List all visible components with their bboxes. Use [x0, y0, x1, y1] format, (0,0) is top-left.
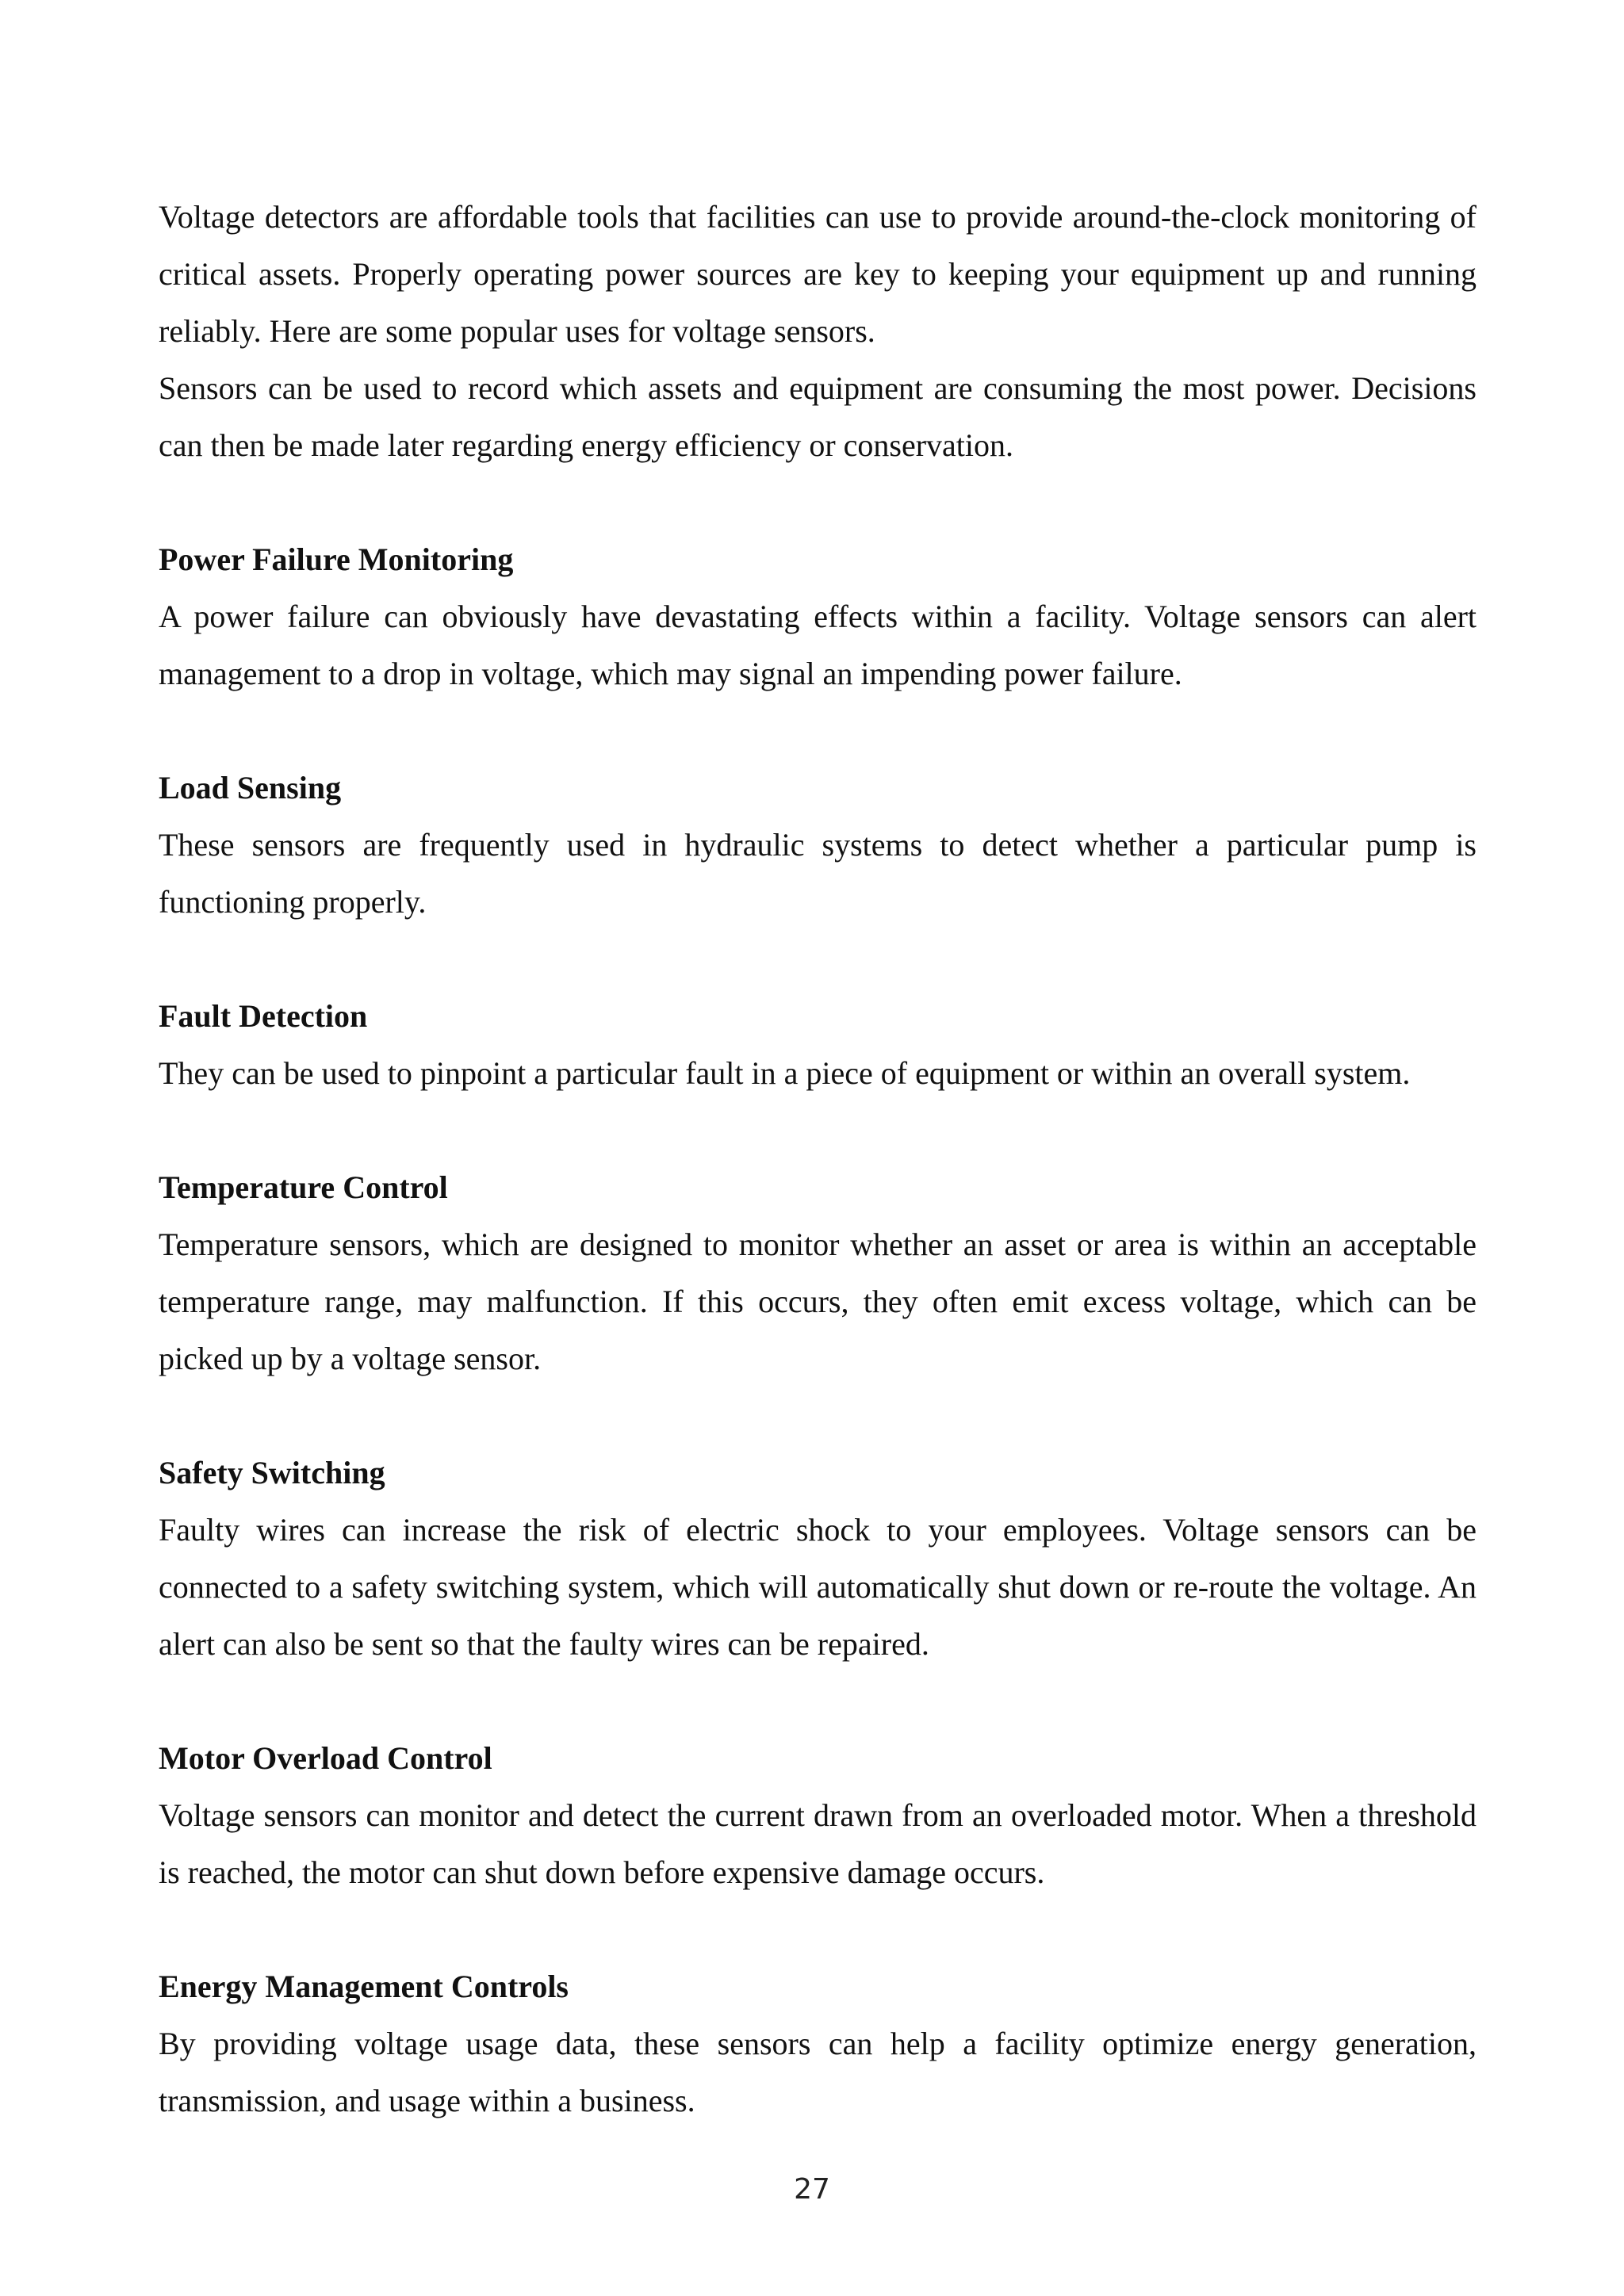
section-load-sensing — [159, 760, 1477, 931]
section-energy-management-controls — [159, 1958, 1477, 2130]
document-body — [159, 189, 1477, 2130]
section-heading: Temperature Control — [159, 1169, 448, 1205]
intro-paragraph: Sensors can be used to record which assets and equipment are consuming the most power. Decisions can then be made later regarding energy efficiency or conservation. — [159, 370, 1477, 463]
intro-paragraph: Voltage detectors are affordable tools that facilities can use to provide around-the-clock monitoring of critical assets. Properly operating power sources are key to keeping your equipment up and running reliably. Here are some popular uses for voltage sensors. — [159, 199, 1477, 349]
section-heading: Motor Overload Control — [159, 1740, 492, 1776]
section-spacer — [159, 702, 1477, 760]
section-motor-overload-control — [159, 1730, 1477, 1901]
section-heading: Load Sensing — [159, 770, 342, 806]
section-text: A power failure can obviously have devastating effects within a facility. Voltage sensors can alert management to a drop in voltage, which may signal an impending power failure. — [159, 599, 1477, 691]
section-power-failure-monitoring — [159, 531, 1477, 702]
section-fault-detection — [159, 988, 1477, 1102]
section-text: Faulty wires can increase the risk of electric shock to your employees. Voltage sensors can be connected to a safety switching system, which will automatically shut down or re-route the voltage. An alert can also be sent so that the faulty wires can be repaired. — [159, 1512, 1477, 1662]
section-text: These sensors are frequently used in hydraulic systems to detect whether a particular pump is functioning properly. — [159, 827, 1477, 920]
section-spacer — [159, 474, 1477, 531]
section-spacer — [159, 1901, 1477, 1958]
section-text: Voltage sensors can monitor and detect the current drawn from an overloaded motor. When a threshold is reached, the motor can shut down before expensive damage occurs. — [159, 1797, 1477, 1890]
section-text: Temperature sensors, which are designed to monitor whether an asset or area is within an acceptable temperature range, may malfunction. If this occurs, they often emit excess voltage, which can be picked up by a voltage sensor. — [159, 1226, 1477, 1376]
section-heading: Energy Management Controls — [159, 1969, 569, 2004]
page-number: 27 — [794, 2173, 830, 2206]
section-spacer — [159, 1387, 1477, 1445]
section-heading: Power Failure Monitoring — [159, 541, 514, 577]
section-heading: Safety Switching — [159, 1455, 385, 1490]
section-safety-switching — [159, 1445, 1477, 1673]
section-spacer — [159, 931, 1477, 988]
section-heading: Fault Detection — [159, 998, 368, 1034]
section-text: They can be used to pinpoint a particular fault in a piece of equipment or within an overall system. — [159, 1055, 1411, 1091]
section-spacer — [159, 1673, 1477, 1730]
section-spacer — [159, 1102, 1477, 1159]
section-text: By providing voltage usage data, these sensors can help a facility optimize energy generation, transmission, and usage within a business. — [159, 2026, 1477, 2118]
section-temperature-control — [159, 1159, 1477, 1387]
